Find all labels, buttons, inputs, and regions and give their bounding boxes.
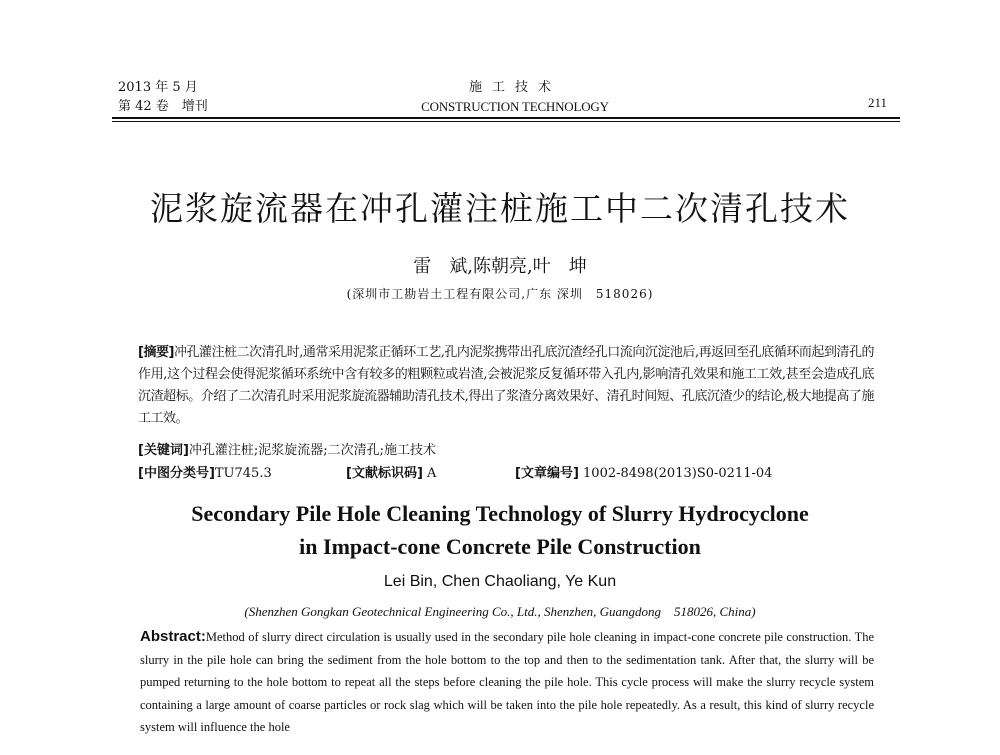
journal-name-en: CONSTRUCTION TECHNOLOGY [421,99,609,114]
cn-authors: 雷 斌,陈朝亮,叶 坤 [413,256,587,277]
cn-abstract-text: 冲孔灌注桩二次清孔时,通常采用泥浆正循环工艺,孔内泥浆携带出孔底沉渣经孔口流向沉淀池后,再返回至孔底循环而起到清孔的作用,这个过程会使得泥浆循环系统中含有较多的粗颗粒或岩渣,会被泥浆反复循环带入孔内,影响清孔效果和施工工效,甚至会造成孔底沉渣超标。介绍了二次清孔时采用泥浆旋流器辅助清孔技术,得出了浆渣分离效果好、清孔时间短、孔底沉渣少的结论,极大地提高了施工工效。 [138,345,874,426]
cn-abstract-label: [摘要] [138,345,174,360]
article-no-label: [文章编号] [515,466,579,481]
en-abstract-label: Abstract: [140,628,206,645]
header-rule-thin [112,121,900,122]
header-volume: 第 42 卷 增刊 [118,99,208,114]
cn-keywords-label: [关键词] [138,443,189,458]
header-date: 2013 年 5 月 [118,80,198,95]
header-rule-thick [112,117,900,119]
cn-keywords-text: 冲孔灌注桩;泥浆旋流器;二次清孔;施工技术 [188,443,437,458]
clc-value: TU745.3 [214,466,272,481]
doc-code-label: [文献标识码] [346,466,423,481]
journal-name-cn: 施工技术 [468,80,561,95]
clc-label: [中图分类号] [138,466,215,481]
article-number [515,462,772,481]
cn-affiliation: (深圳市工勘岩土工程有限公司,广东 深圳 518026) [346,287,654,301]
header-journal [380,78,650,116]
page-number: 211 [868,95,888,110]
en-title-line1: Secondary Pile Hole Cleaning Technology of Slurry Hydrocyclone [191,501,809,526]
clc-number [138,462,272,481]
article-no-value: 1002-8498(2013)S0-0211-04 [583,466,773,481]
en-authors: Lei Bin, Chen Chaoliang, Ye Kun [383,573,617,590]
document-code [346,462,436,481]
en-abstract-text: Method of slurry direct circulation is usually used in the secondary pile hole cleaning in impact-cone concrete pile construction. The slurry in the pile hole can bring the sediment from the hole bottom to the top and then to the sedimentation tank. After that, the slurry will be pumped returning to the hole bottom to repeat all the steps before cleaning the pile hole. This cycle process will make the slurry recycle system containing a large amount of coarse particles or rock slag which will be taken into the pile hole repeatedly. As a result, this kind of slurry recycle system will influence the hole [140,630,874,734]
en-affiliation: (Shenzhen Gongkan Geotechnical Engineering Co., Ltd., Shenzhen, Guangdong 518026, China) [244,604,756,619]
en-title [0,497,1000,563]
doc-code-value: A [427,466,437,481]
en-title-line2: in Impact-cone Concrete Pile Construction [299,534,701,559]
cn-title: 泥浆旋流器在冲孔灌注桩施工中二次清孔技术 [150,189,850,228]
cn-keywords [138,439,436,458]
cn-abstract [138,342,874,430]
header-issue-info [118,78,208,116]
en-abstract [140,626,874,739]
